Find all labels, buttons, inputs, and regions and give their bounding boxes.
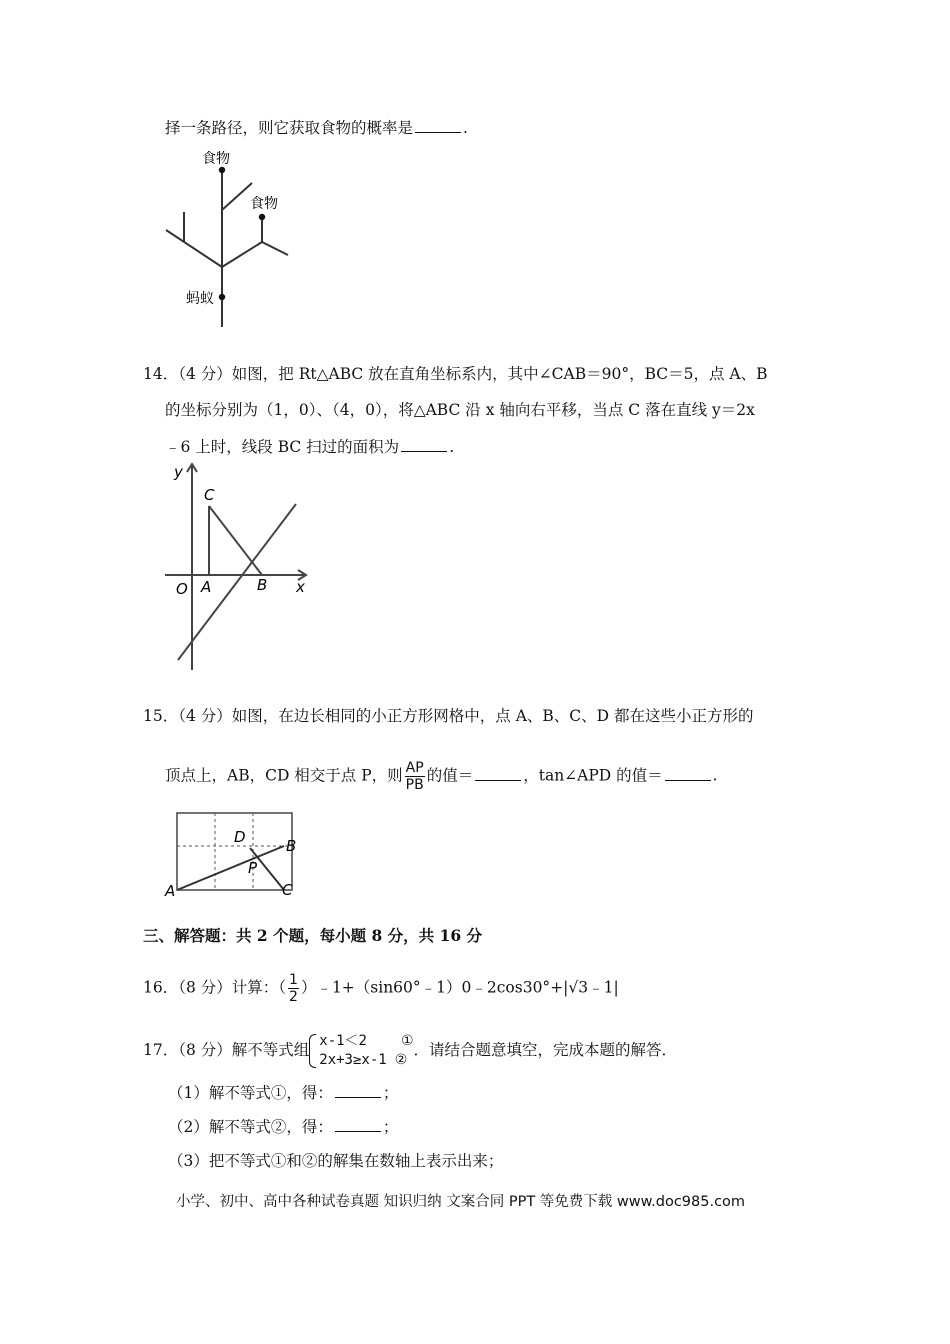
- frac-den: PB: [405, 777, 424, 793]
- label-x: x: [296, 578, 305, 596]
- q13-text: [165, 118, 468, 138]
- label-y: y: [174, 463, 183, 481]
- label-p: P: [248, 859, 258, 877]
- sub2-text: （2）解不等式②，得：: [168, 1118, 333, 1136]
- label-b: B: [286, 837, 297, 855]
- fraction-ap-pb: [405, 760, 425, 793]
- food-label-top: 食物: [202, 151, 230, 167]
- q17-suffix: ．请结合题意填空，完成本题的解答．: [413, 1041, 678, 1059]
- grid-figure: [160, 808, 310, 900]
- q14-line2: 的坐标分别为（1，0）、（4，0），将△ABC 沿 x 轴向右平移，当点 C 落在直线 y＝2x: [165, 401, 755, 419]
- line-y-2x-6: [178, 504, 296, 660]
- label-c: C: [282, 881, 293, 899]
- q14-blank: [401, 437, 447, 452]
- frac-num: 1: [289, 972, 298, 988]
- q14-line3-wrap: [165, 437, 454, 457]
- label-a: A: [201, 578, 212, 596]
- frac-num: AP: [405, 760, 424, 776]
- coordinate-figure: [160, 460, 310, 675]
- q15-blank1: [475, 766, 521, 781]
- ant-dot: [219, 294, 225, 300]
- label-a: A: [165, 882, 176, 900]
- q17-line: [143, 1032, 677, 1070]
- q14-line3: ﹣6 上时，线段 BC 扫过的面积为: [165, 438, 400, 456]
- q16-prefix: 16．（8 分）计算：（: [143, 978, 287, 997]
- q15-line2c: ，tan∠APD 的值＝: [523, 766, 663, 785]
- q15-line2: [165, 760, 718, 793]
- q17-sub1: [168, 1083, 398, 1103]
- ineq-row-2: [319, 1051, 413, 1070]
- q17-sub3: （3）把不等式①和②的解集在数轴上表示出来；: [168, 1152, 504, 1170]
- segment-cb: [209, 506, 262, 575]
- ant-label: 蚂蚁: [186, 291, 214, 307]
- sub1-text: （1）解不等式①，得：: [168, 1084, 333, 1102]
- q13-line: 择一条路径，则它获取食物的概率是: [165, 119, 414, 137]
- ineq2: 2x+3≥x-1: [319, 1052, 387, 1068]
- q17-sub2: [168, 1117, 398, 1137]
- q16-rest: ）﹣1+（sin60°﹣1）0﹣2cos30°+|√3﹣1|: [300, 978, 619, 997]
- q13-end: .: [463, 119, 468, 137]
- mark2: ②: [394, 1052, 408, 1068]
- q15-end: .: [712, 766, 718, 785]
- sub2-semi: ；: [382, 1118, 399, 1136]
- label-d: D: [234, 828, 246, 846]
- food-label-right: 食物: [250, 196, 278, 212]
- label-b: B: [257, 576, 268, 594]
- q14-end: .: [449, 438, 455, 456]
- q17-prefix: 17．（8 分）解不等式组: [143, 1041, 310, 1059]
- q15-blank2: [665, 766, 711, 781]
- section-heading: 三、解答题：共 2 个题，每小题 8 分，共 16 分: [143, 926, 483, 945]
- ineq1: x-1＜2: [319, 1033, 367, 1049]
- q15-line2b: 的值＝: [426, 766, 474, 785]
- sub1-blank: [335, 1083, 381, 1098]
- food-dot-right: [259, 214, 265, 220]
- ineq-row-1: [319, 1032, 413, 1051]
- q14-line1: 14．（4 分）如图，把 Rt△ABC 放在直角坐标系内，其中∠CAB＝90°，BC＝5，点 A、B: [143, 365, 768, 383]
- q15-line1: 15．（4 分）如图，在边长相同的小正方形网格中，点 A、B、C、D 都在这些小正方形的: [143, 707, 754, 725]
- q16-line: [143, 972, 619, 1005]
- fraction-half: [288, 972, 299, 1005]
- footer-text: 小学、初中、高中各种试卷真题 知识归纳 文案合同 PPT 等免费下载 www.doc985.com: [176, 1194, 746, 1210]
- label-o: O: [176, 580, 188, 598]
- frac-den: 2: [289, 989, 298, 1005]
- q13-blank: [415, 118, 461, 133]
- mark1: ①: [400, 1033, 414, 1049]
- q15-line2a: 顶点上，AB，CD 相交于点 P，则: [165, 766, 403, 785]
- segment-ab: [177, 846, 284, 890]
- food-dot-top: [219, 167, 225, 173]
- ant-path-figure: [160, 145, 300, 335]
- label-c: C: [204, 486, 215, 504]
- inequality-system: [309, 1032, 413, 1070]
- sub1-semi: ；: [382, 1084, 399, 1102]
- sub2-blank: [335, 1117, 381, 1132]
